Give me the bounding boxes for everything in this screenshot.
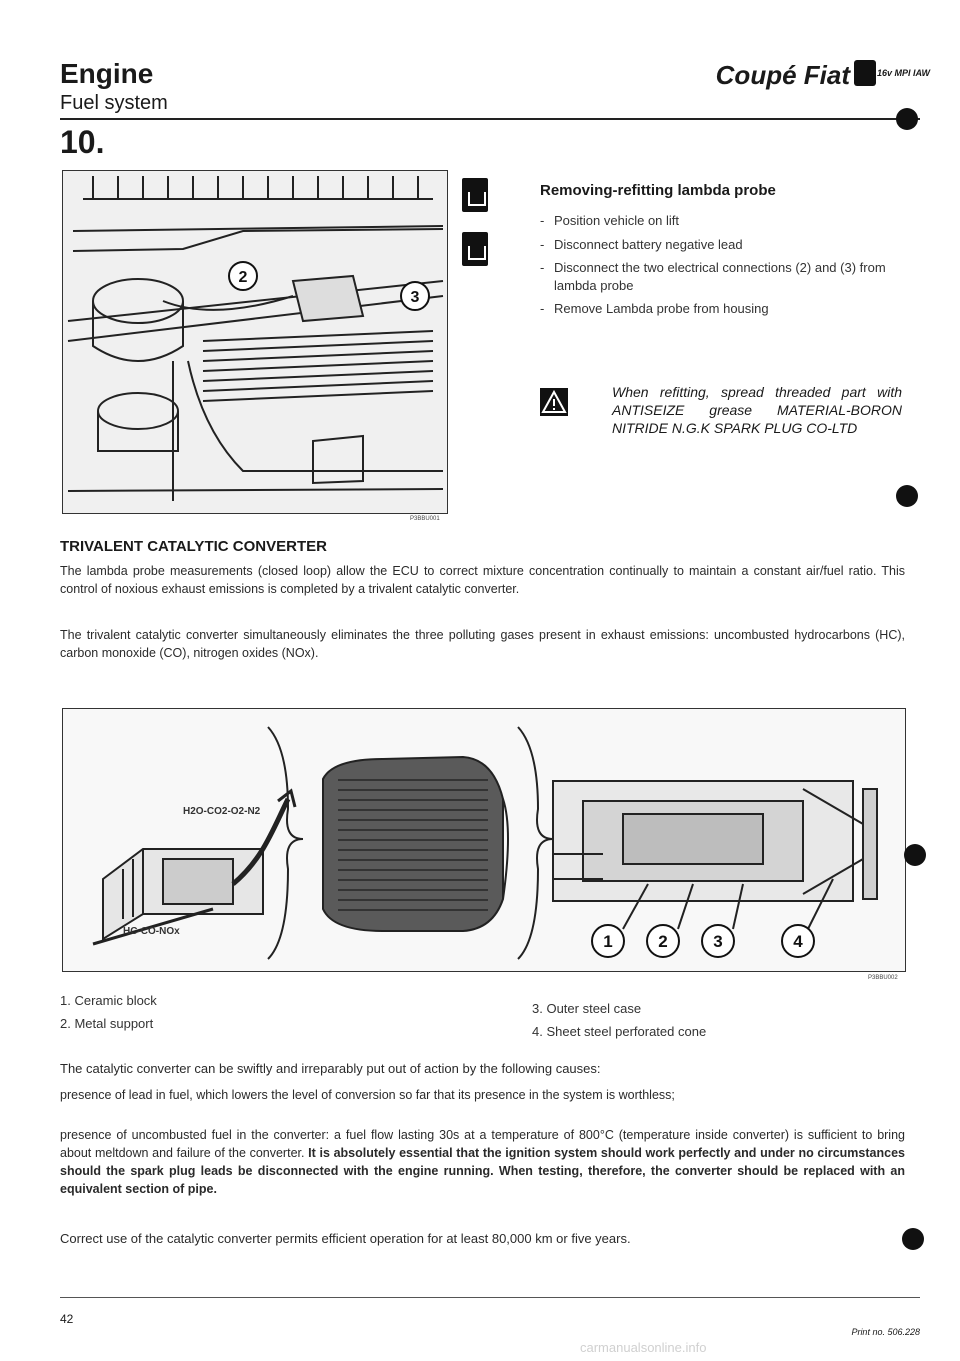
legend-left xyxy=(60,990,157,1036)
chapter-title: Engine xyxy=(60,58,154,89)
procedure-step: - Disconnect battery negative lead xyxy=(540,236,890,254)
section-heading: TRIVALENT CATALYTIC CONVERTER xyxy=(60,538,327,555)
cause-text: presence of uncombusted fuel in the converter: a fuel flow lasting 30s at a temperature of 800°C (temperature inside converter) is sufficient to bring about meltdown and failure of the converter. xyxy=(60,1128,905,1161)
procedure-title: Removing-refitting lambda probe xyxy=(540,182,776,199)
header-rule xyxy=(60,118,920,120)
bullet-dot-icon xyxy=(896,485,918,507)
legend-item: 3. Outer steel case xyxy=(532,1001,642,1016)
converter-drawing xyxy=(63,709,905,971)
warning-text: When refitting, spread threaded part with ANTISEIZE grease MATERIAL-BORON NITRIDE N.G.K SPARK PLUG CO-LTD xyxy=(612,384,902,437)
bullet-dot-icon xyxy=(904,844,926,866)
intro-paragraph: The lambda probe measurements (closed loop) allow the ECU to correct mixture concentration continually to maintain a constant air/fuel ratio. This control of noxious exhaust emissions is completed by a trivalent catalytic converter. xyxy=(60,564,905,597)
legend-item: 4. Sheet steel perforated cone xyxy=(532,1023,707,1039)
svg-text:3: 3 xyxy=(410,289,420,306)
legend-item: 2. Metal support xyxy=(60,1015,154,1031)
cause-emphasis: It is absolutely essential that the ignition system should work perfectly and under no circumstances should the spark plug leads be disconnected with the engine running. When testing, therefore, the converter should be replaced with an equivalent section of pipe. xyxy=(60,1146,905,1197)
cause-uncombusted-fuel xyxy=(60,1126,905,1199)
closing-paragraph: Correct use of the catalytic converter permits efficient operation for at least 80,000 km or five years. xyxy=(60,1231,631,1246)
callout-2 xyxy=(229,262,257,290)
procedure-step: - Remove Lambda probe from housing xyxy=(540,300,890,318)
watermark: carmanualsonline.info xyxy=(580,1340,707,1355)
chapter-subtitle: Fuel system xyxy=(60,92,168,114)
lambda-probe-illustration xyxy=(62,170,448,514)
callout-3 xyxy=(702,925,734,957)
catalytic-converter-diagram xyxy=(62,708,906,972)
svg-text:3: 3 xyxy=(713,932,723,951)
description-paragraph: The trivalent catalytic converter simultaneously eliminates the three polluting gases present in exhaust emissions: uncombusted hydrocarbons (HC), carbon monoxide (CO), nitrogen oxides (NOx). xyxy=(60,628,905,661)
figure-code: P3BBU001 xyxy=(410,516,440,522)
footer-rule xyxy=(60,1297,920,1298)
section-number: 10. xyxy=(60,124,105,160)
svg-text:2: 2 xyxy=(238,269,248,286)
procedure-step: - Position vehicle on lift xyxy=(540,212,890,230)
callout-4 xyxy=(782,925,814,957)
bullet-dot-icon xyxy=(902,1228,924,1250)
page-number: 42 xyxy=(60,1312,74,1326)
svg-text:4: 4 xyxy=(793,932,803,951)
engine-drawing xyxy=(63,171,447,513)
engine-logo-icon xyxy=(854,60,876,86)
procedure-steps xyxy=(540,212,890,324)
lift-tool-icon xyxy=(462,232,488,266)
model-name: Coupé Fiat xyxy=(715,60,850,90)
svg-text:2: 2 xyxy=(658,932,668,951)
legend-right xyxy=(532,998,706,1044)
print-number: Print no. 506.228 xyxy=(851,1327,920,1337)
procedure-step: - Disconnect the two electrical connections (2) and (3) from lambda probe xyxy=(540,259,890,294)
bullet-dot-icon xyxy=(896,108,918,130)
warning-icon xyxy=(540,388,568,416)
input-gases-label: HC-CO-NOx xyxy=(123,926,180,937)
model-tag: 16v MPI IAW xyxy=(876,68,930,78)
callout-2 xyxy=(647,925,679,957)
output-gases-label: H2O-CO2-O2-N2 xyxy=(183,806,261,817)
callout-3 xyxy=(401,282,429,310)
legend-item: 1. Ceramic block xyxy=(60,993,157,1008)
callout-1 xyxy=(592,925,624,957)
figure-code: P3BBU002 xyxy=(868,975,898,981)
svg-text:1: 1 xyxy=(603,932,613,951)
lift-tool-icon xyxy=(462,178,488,212)
cause-lead: presence of lead in fuel, which lowers the level of conversion so far that its presence in the system is worthless; xyxy=(60,1088,675,1102)
causes-intro: The catalytic converter can be swiftly and irreparably put out of action by the following causes: xyxy=(60,1061,601,1076)
